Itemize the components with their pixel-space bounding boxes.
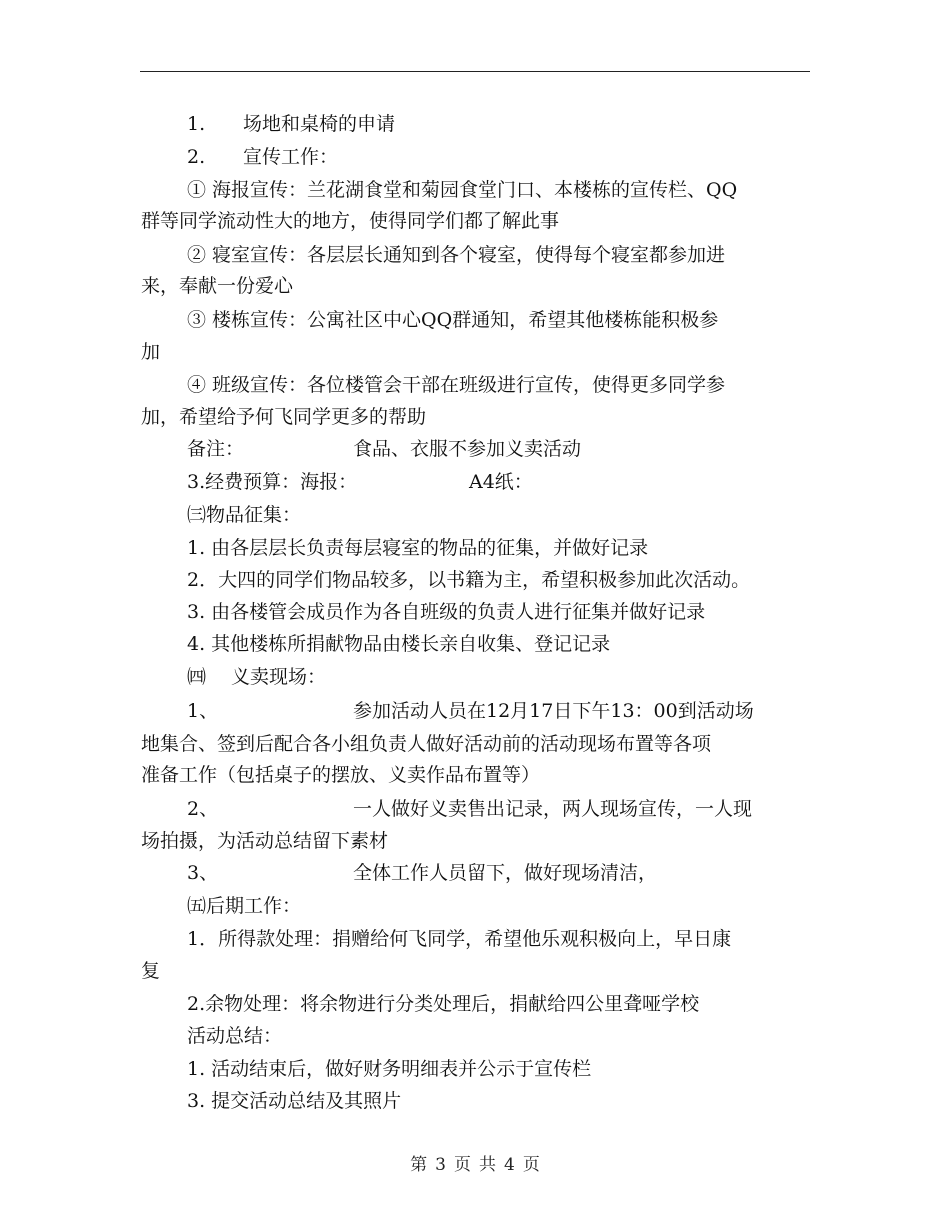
collect-item-2: 2．大四的同学们物品较多，以书籍为主，希望积极参加此次活动。	[187, 569, 751, 591]
note-line	[187, 437, 581, 461]
promo-item-1-line-2: 群等同学流动性大的地方，使得同学们都了解此事	[141, 210, 560, 232]
after-heading: ㈤后期工作：	[187, 895, 302, 917]
onsite-heading-line	[187, 665, 326, 689]
summary-item-2: 3. 提交活动总结及其照片	[187, 1090, 402, 1112]
onsite-item-3-number: 3、	[187, 862, 219, 884]
budget-line	[187, 470, 533, 494]
promo-number: 2.	[187, 146, 206, 168]
promo-heading: 宣传工作：	[243, 146, 339, 168]
promo-item-1-line-1: ① 海报宣传：兰花湖食堂和菊园食堂门口、本楼栋的宣传栏、QQ	[187, 179, 738, 201]
promo-item-4-line-2: 加，希望给予何飞同学更多的帮助	[141, 406, 427, 428]
onsite-item-3-text: 全体工作人员留下，做好现场清洁，	[353, 862, 658, 884]
footer-gong: 共	[479, 1155, 496, 1175]
note-label: 备注：	[187, 438, 245, 460]
onsite-item-2-text: 一人做好义卖售出记录，两人现场宣传，一人现	[353, 798, 753, 820]
onsite-item-1-number: 1、	[187, 700, 219, 722]
budget-paper: A4纸：	[469, 471, 533, 493]
venue-number: 1.	[187, 113, 206, 135]
footer-di: 第	[410, 1155, 428, 1175]
onsite-item-2-line-1	[187, 797, 752, 821]
promo-item-2-line-2: 来，奉献一份爱心	[141, 275, 294, 297]
after-item-2: 2.余物处理：将余物进行分类处理后，捐献给四公里聋哑学校	[187, 993, 700, 1015]
promo-heading-line	[187, 145, 338, 169]
collect-item-3: 3. 由各楼管会成员作为各自班级的负责人进行征集并做好记录	[187, 601, 706, 623]
onsite-item-1-line-3: 准备工作（包括桌子的摆放、义卖作品布置等）	[141, 764, 541, 786]
summary-heading: 活动总结：	[187, 1025, 283, 1047]
budget-label: 3.经费预算：海报：	[187, 471, 358, 493]
after-item-1-line-2: 复	[141, 960, 161, 982]
venue-text: 场地和桌椅的申请	[243, 113, 396, 135]
footer-total-pages: 4	[504, 1155, 515, 1175]
onsite-item-1-line-1	[187, 699, 754, 723]
onsite-item-2-number: 2、	[187, 798, 219, 820]
onsite-item-3-line-1	[187, 861, 657, 885]
promo-item-2-line-1: ② 寝室宣传：各层层长通知到各个寝室，使得每个寝室都参加进	[187, 244, 726, 266]
promo-item-3-line-2: 加	[141, 341, 161, 363]
promo-item-4-line-1: ④ 班级宣传：各位楼管会干部在班级进行宣传，使得更多同学参	[187, 374, 726, 396]
onsite-number: ㈣	[187, 666, 207, 688]
footer-ye: 页	[454, 1155, 471, 1175]
venue-line	[187, 112, 395, 136]
collect-heading: ㈢物品征集：	[187, 504, 302, 526]
summary-item-1: 1. 活动结束后，做好财务明细表并公示于宣传栏	[187, 1058, 592, 1080]
after-item-1-line-1: 1．所得款处理：捐赠给何飞同学，希望他乐观积极向上，早日康	[187, 928, 732, 950]
page-footer	[0, 1154, 950, 1176]
onsite-item-1-line-2: 地集合、签到后配合各小组负责人做好活动前的活动现场布置等各项	[141, 733, 712, 755]
onsite-item-1-text: 参加活动人员在12月17日下午13：00到活动场	[353, 700, 754, 722]
onsite-item-2-line-2: 场拍摄，为活动总结留下素材	[141, 830, 389, 852]
collect-item-1: 1. 由各层层长负责每层寝室的物品的征集，并做好记录	[187, 537, 649, 559]
note-text: 食品、衣服不参加义卖活动	[353, 438, 582, 460]
header-rule	[140, 71, 810, 72]
footer-ye-2: 页	[522, 1155, 540, 1175]
collect-item-4: 4. 其他楼栋所捐献物品由楼长亲自收集、登记记录	[187, 633, 611, 655]
promo-item-3-line-1: ③ 楼栋宣传：公寓社区中心QQ群通知，希望其他楼栋能积极参	[187, 309, 719, 331]
footer-page-number: 3	[435, 1155, 446, 1175]
onsite-heading: 义卖现场：	[231, 666, 327, 688]
